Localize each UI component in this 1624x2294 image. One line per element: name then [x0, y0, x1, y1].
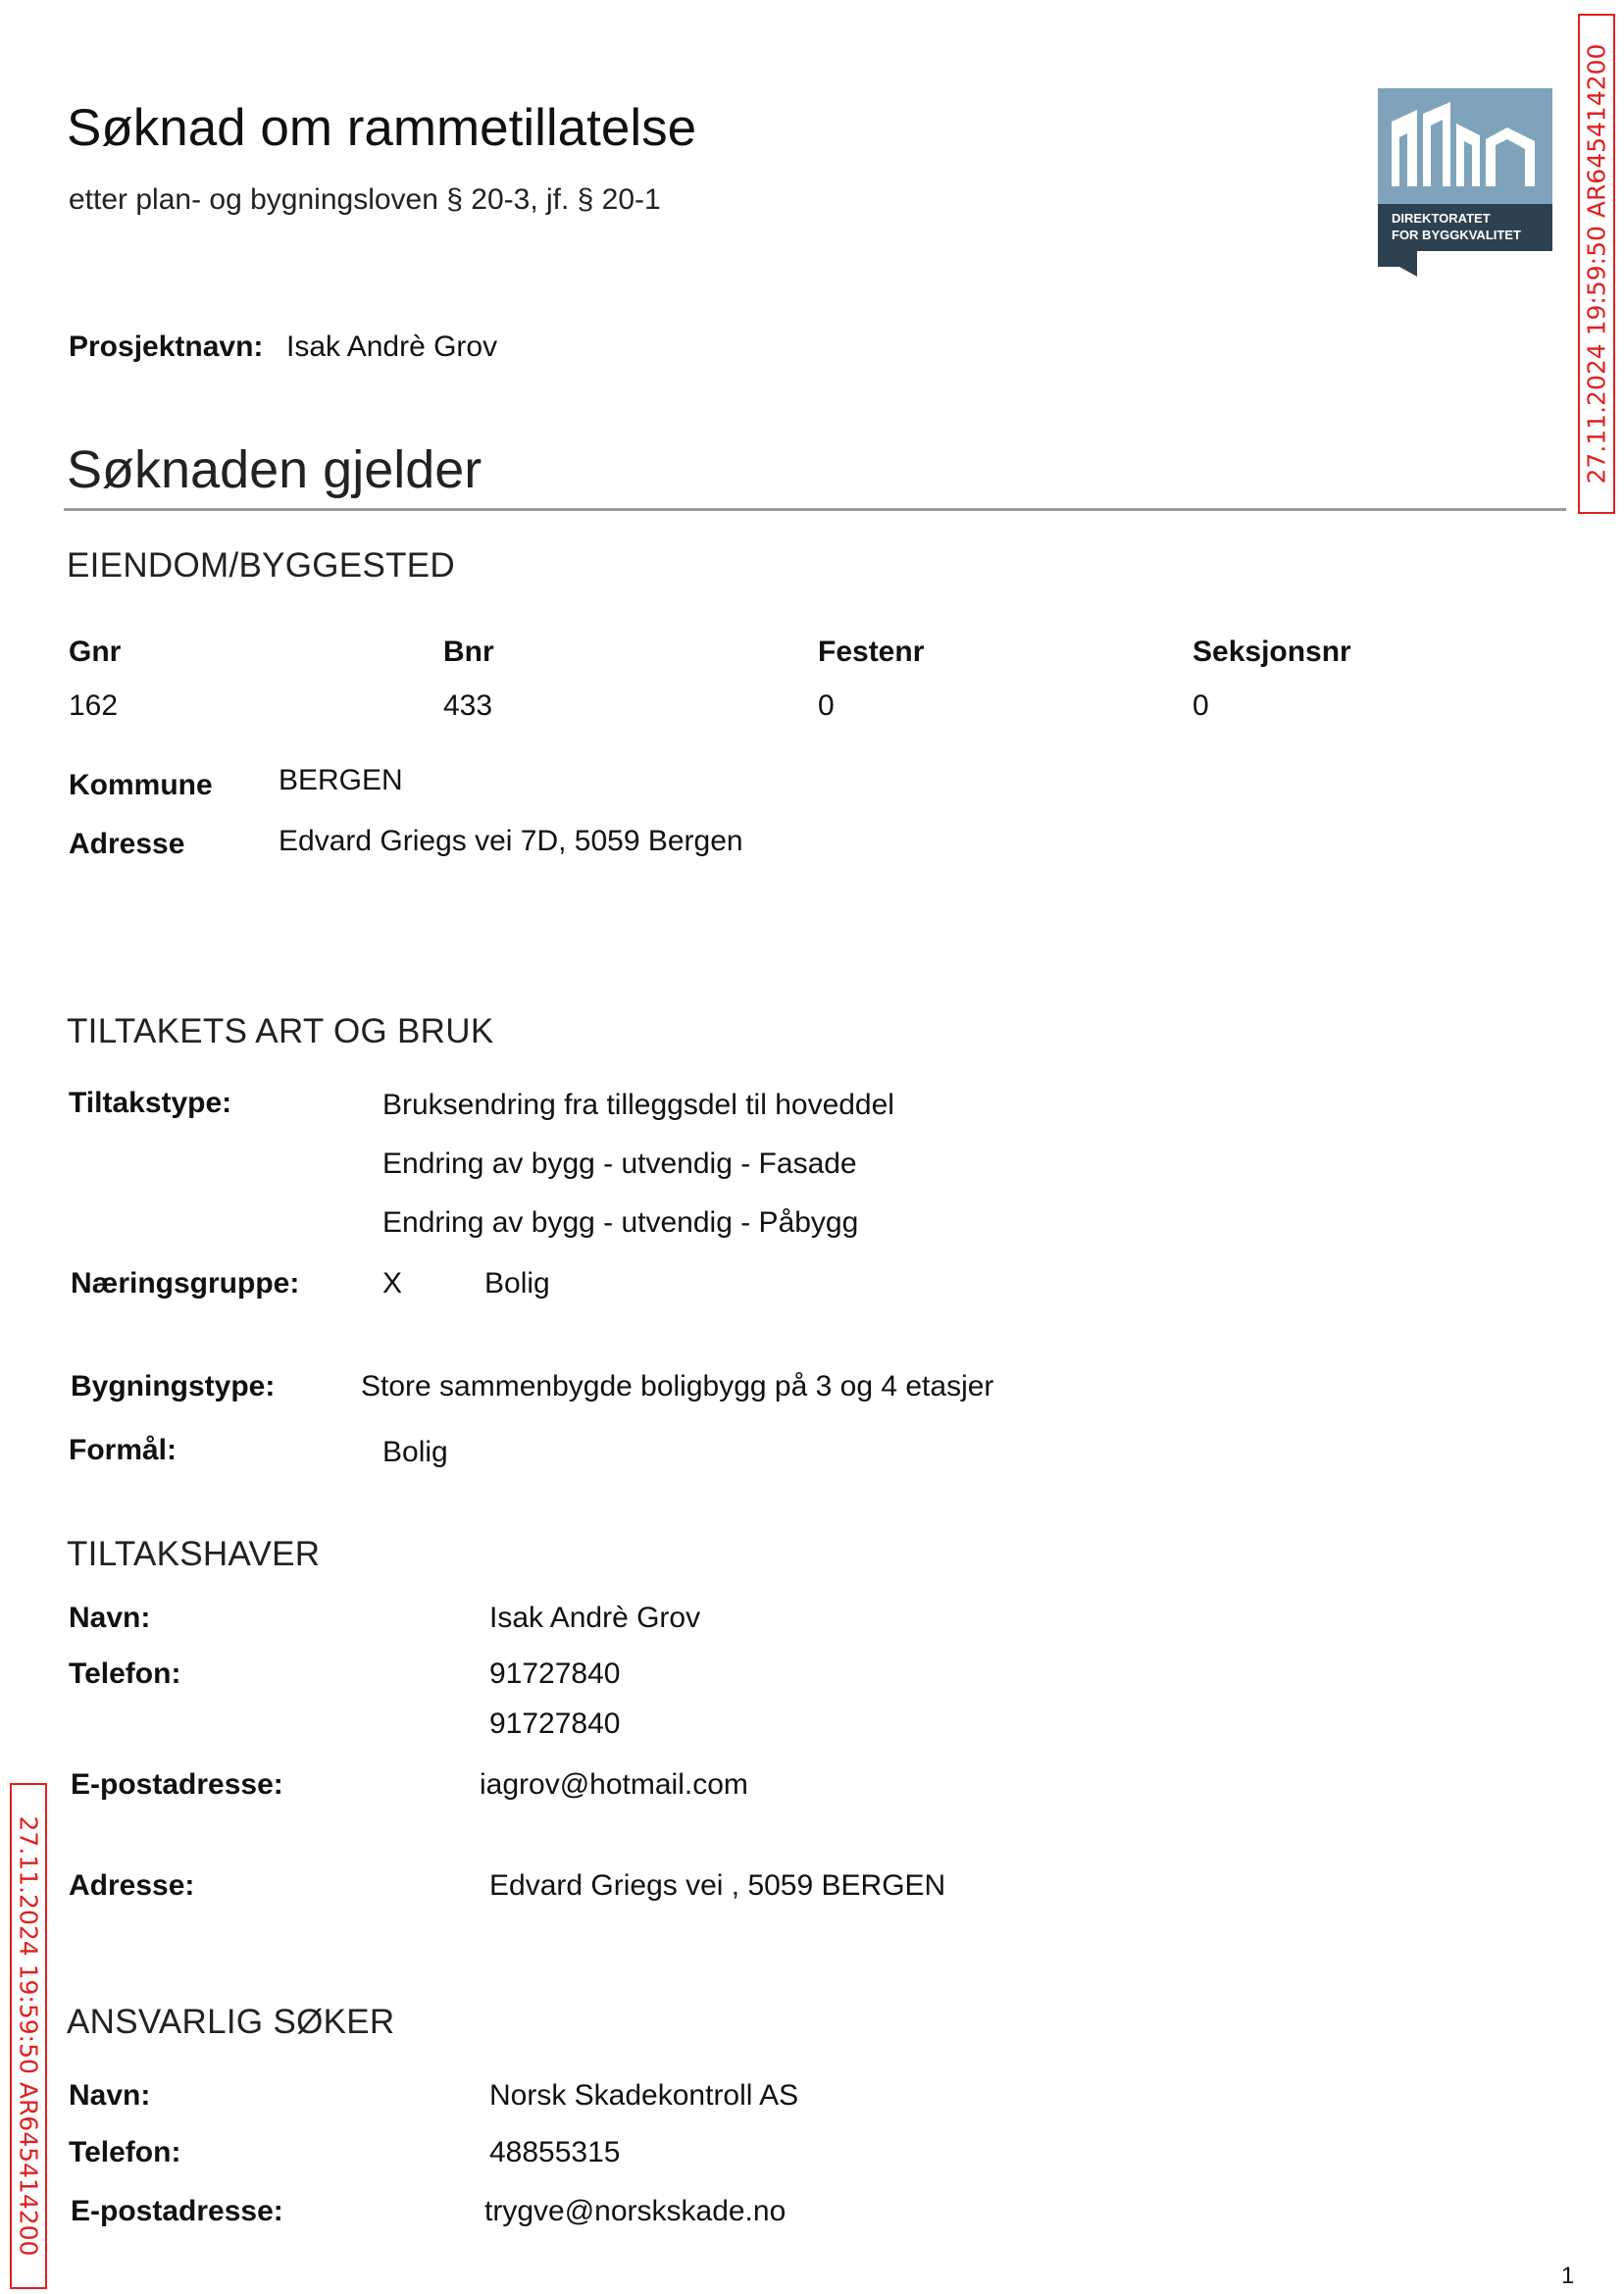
- tiltakstype-item: Bruksendring fra tilleggsdel til hoveddel: [382, 1089, 894, 1121]
- owner-phone-label: Telefon:: [69, 1657, 181, 1690]
- owner-phone-value: 91727840: [489, 1708, 621, 1740]
- adresse-value: Edvard Griegs vei 7D, 5059 Bergen: [279, 825, 743, 857]
- logo-text-line2: FOR BYGGKVALITET: [1392, 228, 1521, 242]
- naeringsgruppe-code: X: [382, 1267, 403, 1300]
- stamp-text: 27.11.2024 19:59:50 AR645414200: [1582, 43, 1611, 484]
- owner-heading: TILTAKSHAVER: [67, 1535, 321, 1573]
- owner-address-label: Adresse:: [69, 1869, 195, 1902]
- page-number: 1: [1561, 2263, 1575, 2289]
- owner-email-value[interactable]: iagrov@hotmail.com: [480, 1768, 748, 1801]
- owner-name-value: Isak Andrè Grov: [489, 1602, 701, 1634]
- bnr-value: 433: [443, 689, 493, 722]
- gnr-value: 162: [69, 689, 119, 722]
- measure-heading: TILTAKETS ART OG BRUK: [67, 1012, 494, 1050]
- naeringsgruppe-value: Bolig: [484, 1267, 550, 1300]
- page-subtitle: etter plan- og bygningsloven § 20-3, jf. § 20-1: [69, 183, 661, 216]
- dibk-logo: [1378, 88, 1552, 277]
- applicant-heading: ANSVARLIG SØKER: [67, 2003, 395, 2041]
- tiltakstype-item: Endring av bygg - utvendig - Fasade: [382, 1147, 857, 1180]
- naeringsgruppe-label: Næringsgruppe:: [71, 1267, 300, 1300]
- applicant-email-value[interactable]: trygve@norskskade.no: [484, 2195, 787, 2227]
- seksjonsnr-label: Seksjonsnr: [1193, 636, 1351, 668]
- festenr-label: Festenr: [818, 636, 925, 668]
- bnr-label: Bnr: [443, 636, 494, 668]
- kommune-value: BERGEN: [279, 764, 403, 796]
- tiltakstype-item: Endring av bygg - utvendig - Påbygg: [382, 1206, 859, 1239]
- section-divider: [64, 508, 1566, 511]
- owner-address-value: Edvard Griegs vei , 5059 BERGEN: [489, 1869, 946, 1902]
- stamp-text: 27.11.2024 19:59:50 AR645414200: [14, 1815, 43, 2257]
- adresse-label: Adresse: [69, 828, 185, 860]
- project-name-value: Isak Andrè Grov: [286, 331, 498, 363]
- bygningstype-value: Store sammenbygde boligbygg på 3 og 4 etasjer: [361, 1370, 994, 1402]
- timestamp-stamp-bottom-left: [10, 1783, 47, 2289]
- project-name-label: Prosjektnavn:: [69, 331, 264, 363]
- logo-tab: [1378, 251, 1417, 277]
- applicant-email-label: E-postadresse:: [71, 2195, 283, 2227]
- festenr-value: 0: [818, 689, 835, 722]
- gnr-label: Gnr: [69, 636, 122, 668]
- applicant-name-value: Norsk Skadekontroll AS: [489, 2079, 799, 2112]
- logo-text-line1: DIREKTORATET: [1392, 211, 1491, 226]
- seksjonsnr-value: 0: [1193, 689, 1209, 722]
- owner-name-label: Navn:: [69, 1602, 151, 1634]
- timestamp-stamp-top-right: [1578, 14, 1615, 514]
- property-heading: EIENDOM/BYGGESTED: [67, 546, 455, 585]
- kommune-label: Kommune: [69, 769, 213, 801]
- formal-value: Bolig: [382, 1436, 448, 1468]
- owner-email-label: E-postadresse:: [71, 1768, 283, 1801]
- formal-label: Formål:: [69, 1434, 178, 1466]
- owner-phone-value: 91727840: [489, 1657, 621, 1690]
- applicant-phone-value: 48855315: [489, 2136, 621, 2168]
- tiltakstype-label: Tiltakstype:: [69, 1087, 232, 1119]
- bygningstype-label: Bygningstype:: [71, 1370, 276, 1402]
- applicant-phone-label: Telefon:: [69, 2136, 181, 2168]
- page-title: Søknad om rammetillatelse: [67, 99, 697, 157]
- section-heading: Søknaden gjelder: [67, 440, 482, 499]
- applicant-name-label: Navn:: [69, 2079, 151, 2112]
